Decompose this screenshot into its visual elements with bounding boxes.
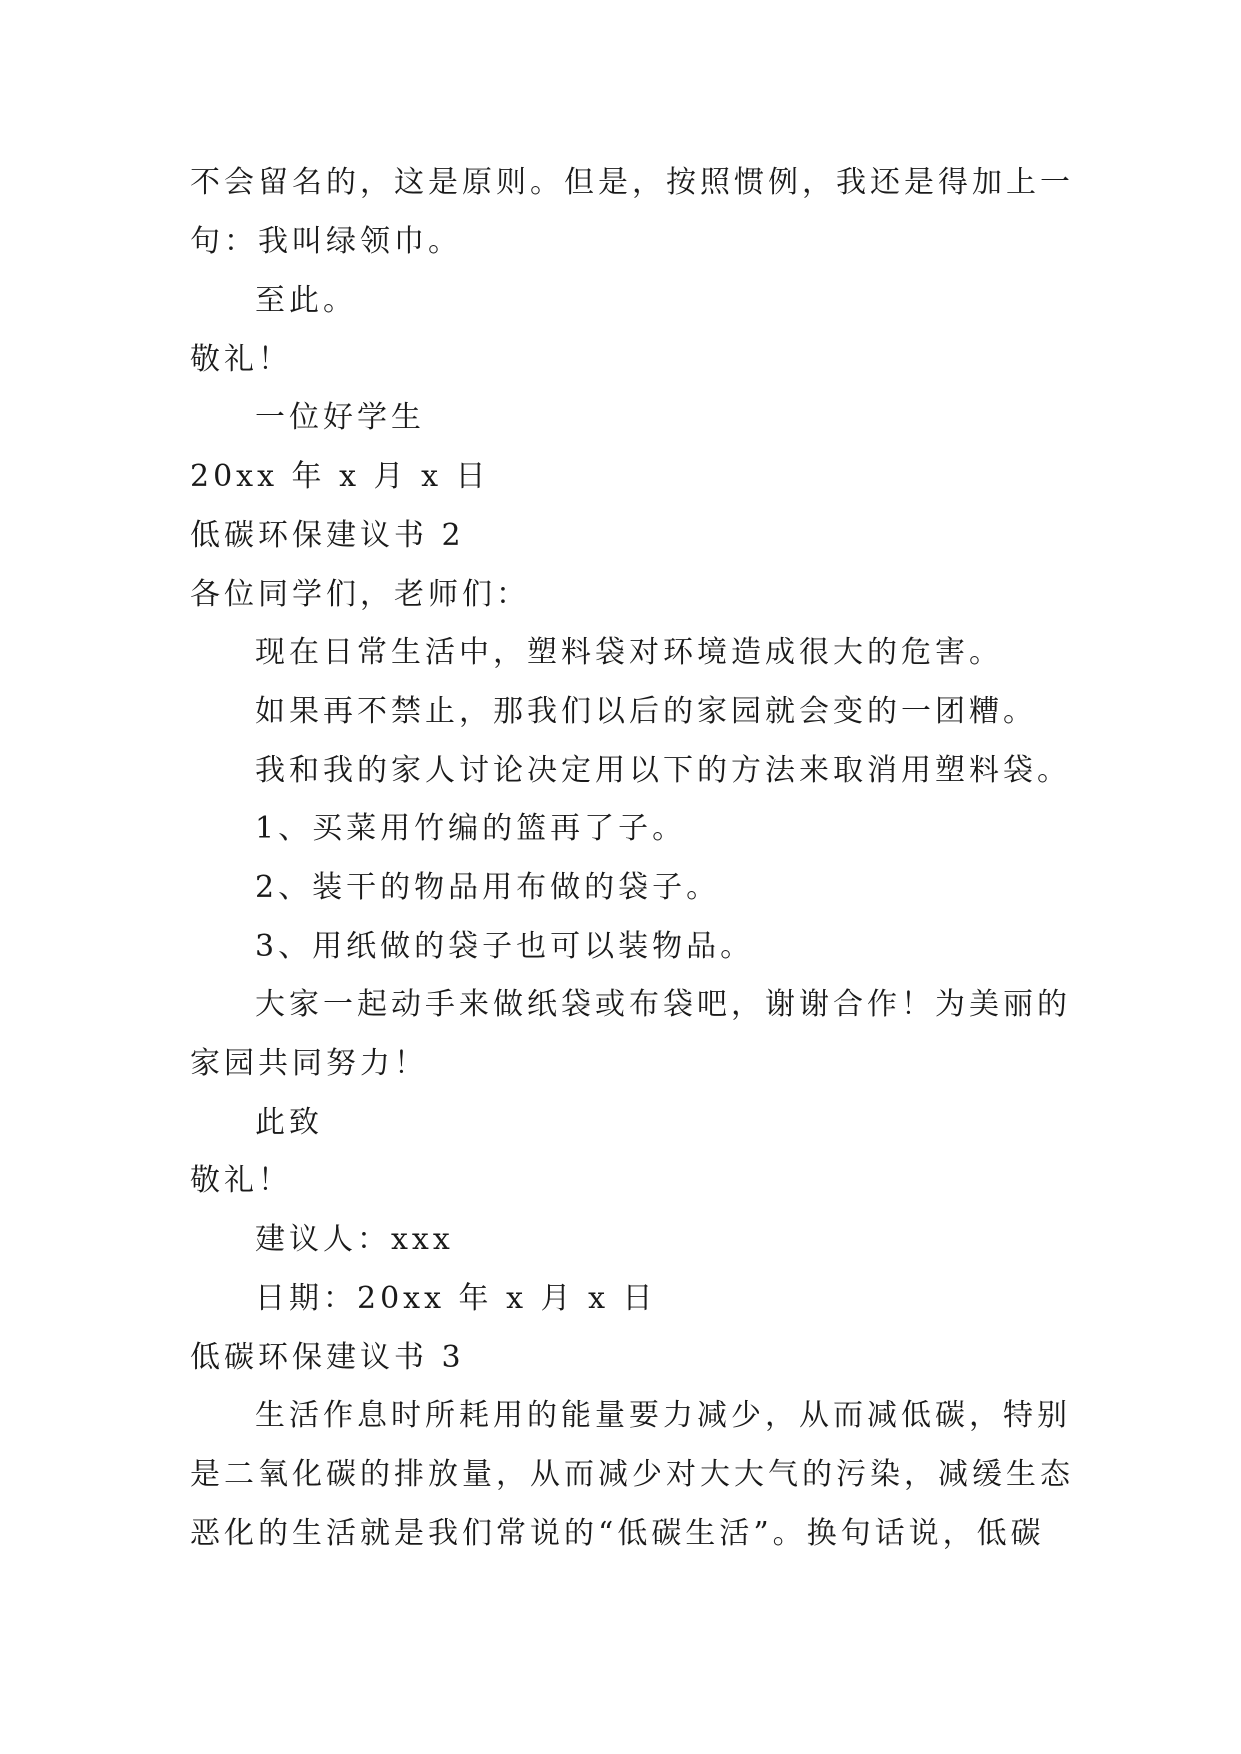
paragraph-line: 恶化的生活就是我们常说的“低碳生活”。换句话说，低碳 (190, 1516, 1045, 1551)
signature: 建议人：xxx (255, 1222, 454, 1257)
closing-line: 此致 (255, 1105, 323, 1140)
paragraph-line: 是二氧化碳的排放量，从而减少对大大气的污染，减缓生态 (190, 1457, 1074, 1492)
list-item: 3、用纸做的袋子也可以装物品。 (255, 929, 755, 964)
section-title: 低碳环保建议书 2 (190, 518, 465, 553)
paragraph-line: 不会留名的，这是原则。但是，按照惯例，我还是得加上一 (190, 165, 1074, 200)
list-item: 1、买菜用竹编的篮再了子。 (255, 811, 687, 846)
closing-line: 至此。 (255, 283, 357, 318)
signature: 一位好学生 (255, 400, 425, 435)
date-line: 日期：20xx 年 x 月 x 日 (255, 1281, 657, 1316)
paragraph-line: 生活作息时所耗用的能量要力减少，从而减低碳，特别 (255, 1398, 1071, 1433)
salutation: 敬礼！ (190, 342, 292, 377)
paragraph-line: 家园共同努力！ (190, 1046, 428, 1081)
paragraph-line: 如果再不禁止，那我们以后的家园就会变的一团糟。 (255, 694, 1037, 729)
paragraph-line: 大家一起动手来做纸袋或布袋吧，谢谢合作！为美丽的 (255, 987, 1071, 1022)
paragraph-line: 我和我的家人讨论决定用以下的方法来取消用塑料袋。 (255, 753, 1071, 788)
salutation: 敬礼！ (190, 1163, 292, 1198)
greeting: 各位同学们，老师们： (190, 577, 530, 612)
paragraph-line: 现在日常生活中，塑料袋对环境造成很大的危害。 (255, 635, 1003, 670)
paragraph-line: 句：我叫绿领巾。 (190, 224, 462, 259)
date-line: 20xx 年 x 月 x 日 (190, 459, 490, 494)
section-title: 低碳环保建议书 3 (190, 1340, 465, 1375)
list-item: 2、装干的物品用布做的袋子。 (255, 870, 721, 905)
